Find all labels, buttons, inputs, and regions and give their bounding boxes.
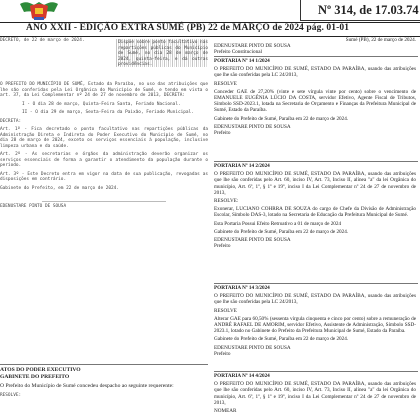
- decree-article: Art. 2º - As secretarias e órgãos da administração deverão organizar os serviços essenciais de forma a garantir o atendimento da população durante o período.: [0, 152, 208, 168]
- decree-article: Art. 1º - Fica decretado o ponto facultativo nas repartições públicas da Administração Direta e Indireta do Poder Executivo do Município de Sumé, no dia 28 de março de 2024, exceto os serviços essenciais à população, inclusive limpeza urbana e da saúde.: [0, 127, 208, 149]
- portaria-number: PORTARIA Nº 14 1/2024: [214, 58, 270, 64]
- decree-signature: EDENUSTARE PINTO DE SOUSA: [0, 204, 67, 209]
- portaria-text: Alterar GAE para 60,50% (sessenta vírgula cinquenta e cinco por cento) sobre a remuneração de ANDRÉ RAFAEL DE AMORIM, servidor Efetivo, Assistente de Administração, Símbolo SSD-2023.1, lotado no Gabinete do Prefeito da Prefeitura Municipal de Sumé, Estado da Paraíba.: [214, 315, 416, 335]
- divider: [214, 371, 418, 372]
- portaria-preamble: O PREFEITO DO MUNICÍPIO DE SUMÉ, ESTADO DA PARAÍBA, usando das atribuições que lhe são conferidas pelo Art. 60, inciso IV, Art. 73, Inciso II, alínea "a" da lei Orgânica do município, Art. 6º, 1º, § 1º e 19º, inciso I da Lei Complementar nº 24 de 27 de novembro de 2013,: [214, 381, 416, 406]
- signature-role: Prefeito: [214, 243, 231, 250]
- divider: [214, 283, 418, 284]
- section-table-head: RESOLVE:: [0, 392, 22, 398]
- signature-name: EDENUSTARE PINTO DE SOUSA: [214, 237, 291, 244]
- portaria-closing: Gabinete do Prefeito de Sumé, Paraíba em 22 de março de 2024.: [214, 115, 349, 122]
- executive-acts-section: [0, 367, 208, 402]
- portaria-number: PORTARIA Nº 14 4/2024: [214, 373, 270, 379]
- portaria-resolve: RESOLVE: [214, 307, 237, 314]
- divider: [214, 56, 418, 57]
- portaria-resolve: RESOLVE: [214, 80, 237, 87]
- section-title: ATOS DO PODER EXECUTIVO: [0, 367, 81, 373]
- portaria-resolve: NOMEAR: [214, 408, 237, 415]
- signature-name: EDENUSTARE PINTO DE SOUSA: [214, 43, 291, 50]
- portaria-resolve: RESOLVE:: [214, 198, 239, 205]
- edition-banner: [0, 22, 420, 37]
- portaria-142: [214, 163, 416, 249]
- portaria-preamble: O PREFEITO DO MUNICÍPIO DE SUMÉ, ESTADO DA PARAÍBA, usando das atribuições que lhe são conferidas pela LC 24/2013,: [214, 293, 416, 306]
- decree-decreta: DECRETA:: [0, 118, 22, 124]
- decree-heading: DECRETO, de 22 de março de 2024.: [0, 38, 85, 43]
- signature-name: EDENUSTARE PINTO DE SOUSA: [214, 123, 291, 130]
- signature-name: EDENUSTARE PINTO DE SOUSA: [214, 344, 291, 351]
- decree-article: Art. 3º - Este Decreto entra em vigor na data de sua publicação, revogadas as disposições em contrário.: [0, 171, 208, 182]
- decree-body: O PREFEITO DO MUNICÍPIO DE SUMÉ, Estado da Paraíba, no uso das atribuições que lhe são conferidas pela Lei Orgânica do Município de Sumé, e tendo em vista o art. 37, da Lei Complementar nº 24 de 27 de novembro de 2013, DECRETA:: [0, 82, 208, 98]
- decree-closing: Gabinete do Prefeito, em 22 de março de 2024.: [0, 185, 119, 191]
- signature-role: Prefeito: [214, 130, 231, 137]
- decree-body-block: [0, 82, 208, 213]
- portaria-closing: Gabinete do Prefeito de Sumé, Paraíba em 22 de março de 2024.: [214, 336, 349, 343]
- section-subtitle: GABINETE DO PREFEITO: [0, 373, 70, 380]
- signature-line: [42, 201, 167, 202]
- municipal-crest-icon: [16, 0, 62, 22]
- portaria-number: PORTARIA Nº 14 3/2024: [214, 285, 270, 291]
- edition-line: ANO XXII - EDIÇÃO EXTRA SUMÉ (PB) 22 de MARÇO de 2024 pág. 01-01: [26, 23, 350, 33]
- portaria-text: Conceder GAE de 27,20% (vinte e sete vírgula vinte por cento) sobre o vencimento de EMANUELE EUGÊNIA LÚCIO DA COSTA, servidor Efetivo, Agente Fiscal de Tributos, Símbolo SSD-2023.1, lotada na Secretaria de Orçamento e Finanças da Prefeitura Municipal de Sumé, Estado da Paraíba.: [214, 88, 416, 114]
- signature-role: Prefeito: [214, 350, 231, 357]
- portaria-144: [214, 373, 416, 416]
- portaria-text: Exonerar, LUCIANO COHRRA DE SOUZA do cargo de Chefe da Divisão de Administração Escolar, Símbolo DAS-3, lotado na Secretaria de Educação da Prefeitura Municipal de Sumé.: [214, 206, 416, 219]
- section-divider: [0, 364, 208, 365]
- signature-role: Prefeito Constitucional: [214, 49, 262, 56]
- divider: [214, 161, 418, 162]
- portaria-number: PORTARIA Nº 14 2/2024: [214, 163, 270, 169]
- place-date: Sumé (PB), 22 de março de 2024.: [345, 37, 416, 43]
- section-intro: O Prefeito do Município de Sumé concedeu despacho ao seguinte requerente:: [0, 383, 174, 389]
- portaria-143: [214, 285, 416, 357]
- decree-summary: Dispõe sobre ponto facultativo nas repartições públicas do Município de Sumé, no dia 28 de março de 2024, quinta-feira, e dá outras providências.: [118, 40, 208, 67]
- portaria-141: [214, 58, 416, 136]
- portaria-effect: Esta Portaria Possui Efeito Retroativo a 01 de março de 2024: [214, 220, 342, 227]
- masthead-issue: Nº 314, de 17.03.74: [318, 3, 419, 17]
- portaria-closing: Gabinete do Prefeito de Sumé, Paraíba em 22 de março de 2024.: [214, 228, 349, 235]
- portaria-preamble: O PREFEITO DO MUNICÍPIO DE SUMÉ, ESTADO DA PARAÍBA, usando das atribuições que lhe são conferidas pelo Art. 60, inciso IV, Art. 73, Inciso II, alínea "a" da lei Orgânica do município, Art. 6º, 1º, § 1º e 19º, inciso I da Lei Complementar nº 24 de 27 de novembro de 2013,: [214, 171, 416, 196]
- decree-list-item: I - O dia 28 de março, Quinta-Feira Santa, Feriado Nacional.: [22, 101, 181, 107]
- portaria-preamble: O PREFEITO DO MUNICÍPIO DE SUMÉ, ESTADO DA PARAÍBA, usando das atribuições que lhe são conferidas pela LC 24/2013,: [214, 66, 416, 79]
- decree-list-item: II - O dia 29 de março, Sexta-Feira da Paixão, Feriado Municipal.: [22, 110, 194, 115]
